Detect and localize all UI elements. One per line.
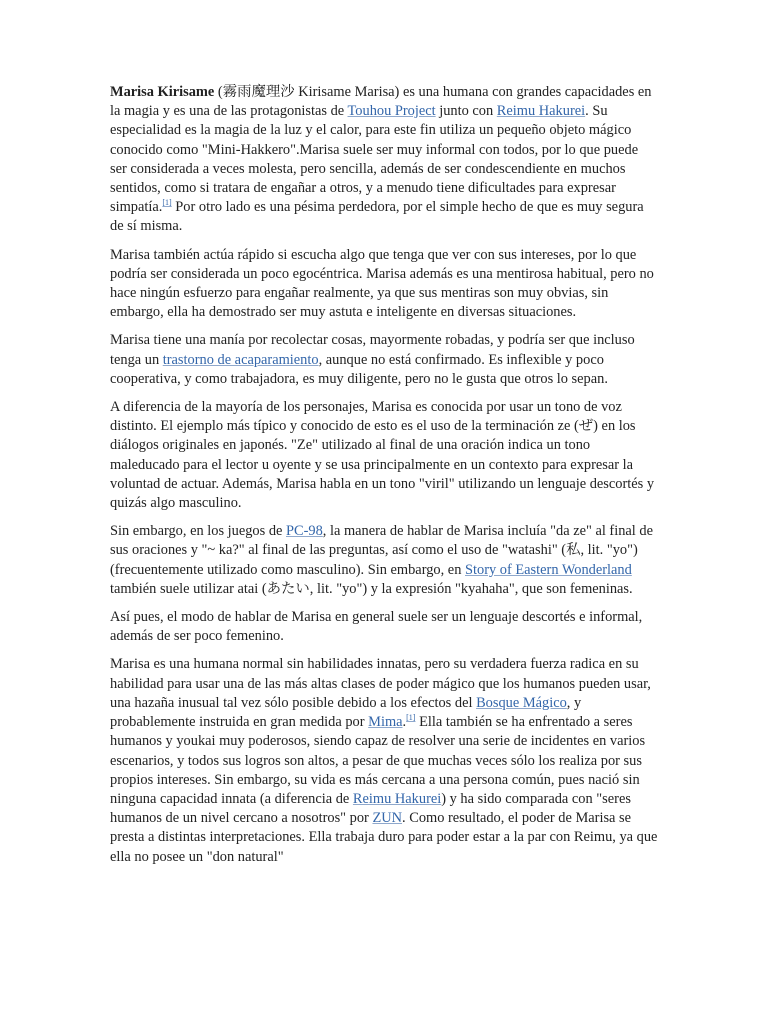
paragraph-text: , y probablemente instruida en gran medida por	[110, 694, 582, 731]
paragraph-text: Así pues, el modo de hablar de Marisa en general suele ser un lenguaje descortés e informal, además de ser poco femenino.	[110, 609, 643, 645]
wiki-link[interactable]: Reimu Hakurei	[496, 103, 586, 120]
paragraph-text: . Su especialidad es la magia de la luz y el calor, para este fin utiliza un pequeño objeto mágico conocido como "Mini-Hakkero".Marisa suele ser muy informal con todos, por lo que puede ser considerada a veces molesta, pero sencilla, además de ser condescendiente en muchos sentidos, como si tratara de engañar a otros, y a menudo tiene dificultades para expresar simpatía.	[110, 103, 639, 216]
paragraph-text: .	[402, 714, 407, 731]
paragraph-text: ) y ha sido comparada con "seres humanos de un nivel cercano a nosotros" por	[110, 790, 631, 827]
wiki-link[interactable]: Touhou Project	[347, 103, 436, 120]
paragraph-text: Por otro lado es una pésima perdedora, por el simple hecho de que es muy segura de sí misma.	[110, 199, 644, 235]
paragraph	[110, 608, 658, 646]
wiki-link[interactable]: ZUN	[372, 810, 403, 827]
paragraph	[110, 655, 658, 866]
paragraph-text: , aunque no está confirmado. Es inflexible y poco cooperativa, y como trabajadora, es muy diligente, pero no le gusta que otros lo sepan.	[110, 351, 608, 387]
footnote-link[interactable]: [1]	[162, 198, 172, 208]
wiki-link[interactable]: trastorno de acaparamiento	[162, 351, 319, 368]
article-subject: Marisa Kirisame	[110, 84, 215, 100]
wiki-link[interactable]: Story of Eastern Wonderland	[465, 561, 632, 578]
paragraph-text: , la manera de hablar de Marisa incluía "da ze" al final de sus oraciones y "~ ka?" al final de las preguntas, así como el uso de "watashi" (私, lit. "yo") (frecuentemente utilizado como masculino). Sin embargo, en	[110, 523, 653, 578]
paragraph-text: . Como resultado, el poder de Marisa se presta a distintas interpretaciones. Ella trabaja duro para poder estar a la par con Reimu, ya que ella no posee un "don natural"	[110, 810, 658, 865]
paragraph	[110, 522, 658, 599]
paragraph-text: Marisa tiene una manía por recolectar cosas, mayormente robadas, y podría ser que incluso tenga un	[110, 332, 635, 368]
wiki-link[interactable]: Bosque Mágico	[476, 694, 567, 711]
paragraph	[110, 246, 658, 323]
paragraph-text: junto con	[435, 103, 497, 120]
footnote-link[interactable]: [1]	[406, 713, 416, 723]
paragraph-text: Sin embargo, en los juegos de	[110, 523, 286, 540]
paragraph-text: (霧雨魔理沙 Kirisame Marisa) es una humana con grandes capacidades en la magia y es una de las protagonistas de	[110, 84, 652, 120]
paragraph-text: también suele utilizar atai (あたい, lit. "yo") y la expresión "kyahaha", que son femeninas.	[110, 580, 633, 597]
paragraph	[110, 83, 658, 237]
paragraph	[110, 331, 658, 389]
paragraph-text: A diferencia de la mayoría de los personajes, Marisa es conocida por usar un tono de voz distinto. El ejemplo más típico y conocido de esto es el uso de la terminación ze (ぜ) en los diálogos originales en japonés. "Ze" utilizado al final de una oración indica un tono maleducado para el lector u oyente y se usa principalmente en un contexto para expresar la voluntad de actuar. Además, Marisa habla en un tono "viril" utilizando un lenguaje descortés y quizás algo masculino.	[110, 399, 655, 512]
paragraph-text: Marisa es una humana normal sin habilidades innatas, pero su verdadera fuerza radica en su habilidad para usar una de las más altas clases de poder mágico que los humanos pueden usar, una hazaña inusual tal vez sólo posible debido a los efectos del	[110, 656, 651, 711]
wiki-link[interactable]: PC-98	[286, 523, 323, 540]
paragraph-text: Marisa también actúa rápido si escucha algo que tenga que ver con sus intereses, por lo que podría ser considerada un poco egocéntrica. Marisa además es una mentirosa habitual, pero no hace ningún esfuerzo para engañar realmente, ya que sus mentiras son muy obvias, sin embargo, ella ha demostrado ser muy astuta e inteligente en diversas situaciones.	[110, 246, 654, 321]
article-body	[110, 83, 658, 876]
wiki-link[interactable]: Reimu Hakurei	[352, 790, 442, 807]
wiki-link[interactable]: Mima	[368, 714, 403, 731]
paragraph-text: Ella también se ha enfrentado a seres humanos y youkai muy poderosos, siendo capaz de resolver una serie de incidentes en varios escenarios, y todos sus logros son altos, a pesar de que muchas veces sólo los realiza por sus propios intereses. Sin embargo, su vida es más cercana a una persona común, pues nació sin ninguna capacidad innata (a diferencia de	[110, 714, 646, 807]
paragraph	[110, 398, 658, 513]
